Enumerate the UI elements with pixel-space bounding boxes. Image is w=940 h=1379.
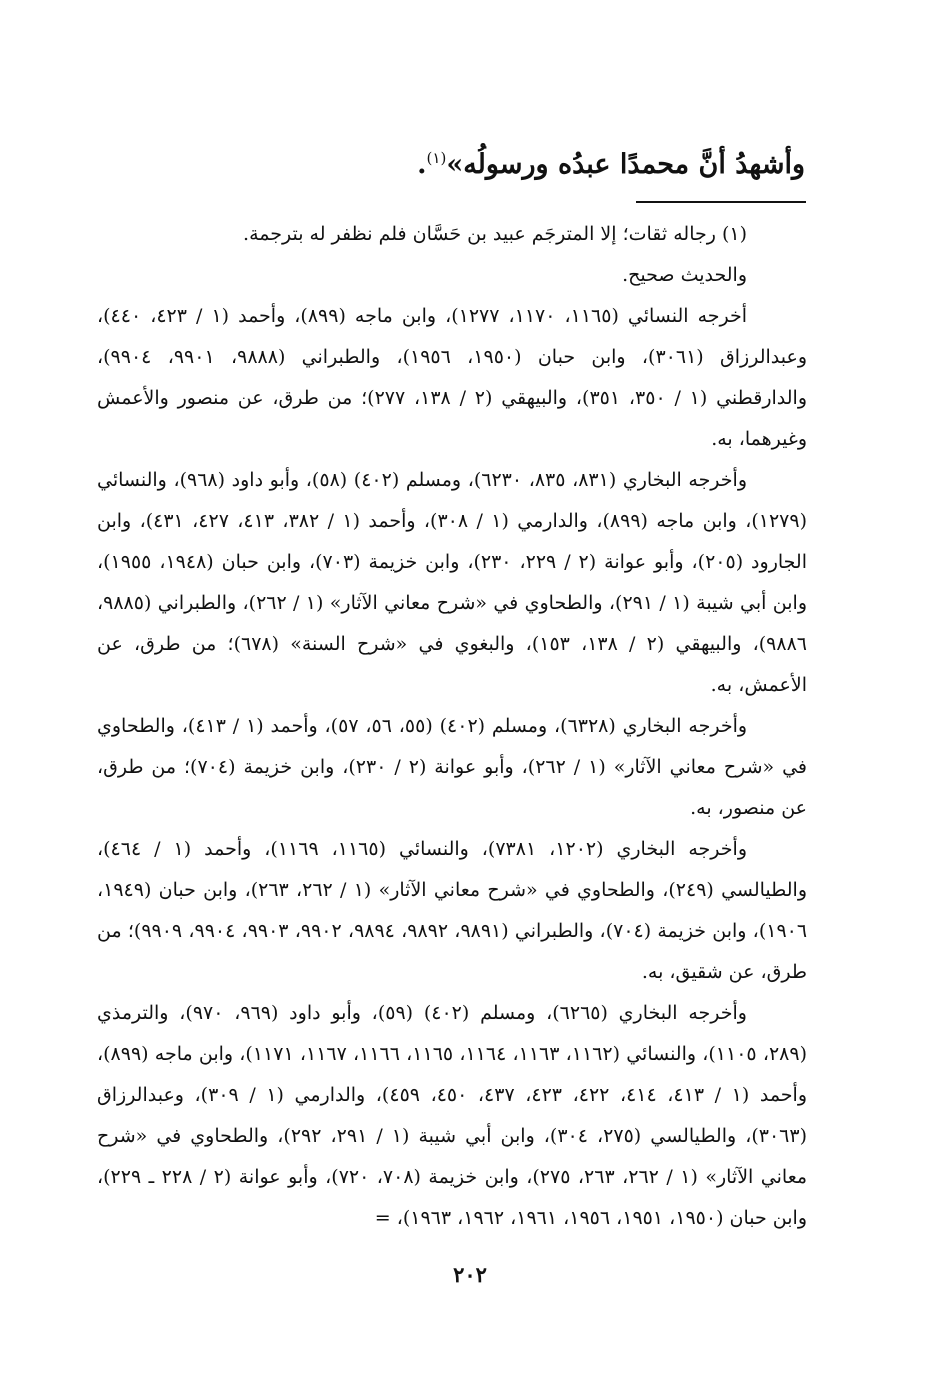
main-text: وأشهدُ أنَّ محمدًا عبدُه ورسولُه»: [446, 149, 805, 180]
footnotes-block: [97, 214, 807, 1239]
main-text-end: .: [417, 149, 427, 180]
footnote-paragraph: وأخرجه البخاري (٨٣١، ٨٣٥، ٦٢٣٠)، ومسلم (٤٠٢) (٥٨)، وأبو داود (٩٦٨)، والنسائي (١٢٧٩)، وابن ماجه (٨٩٩)، والدارمي (١ / ٣٠٨)، وأحمد (١ / ٣٨٢، ٤١٣، ٤٢٧، ٤٣١)، وابن الجارود (٢٠٥)، وأبو عوانة (٢ / ٢٢٩، ٢٣٠)، وابن خزيمة (٧٠٣)، وابن حبان (١٩٤٨، ١٩٥٥)، وابن أبي شيبة (١ / ٢٩١)، والطحاوي في «شرح معاني الآثار» (١ / ٢٦٢)، والطبراني (٩٨٨٥، ٩٨٨٦)، والبيهقي (٢ / ١٣٨، ١٥٣)، والبغوي في «شرح السنة» (٦٧٨)؛ من طرق، عن الأعمش، به.: [97, 469, 808, 696]
footnote-paragraph: (١) رجاله ثقات؛ إلا المترجَم عبيد بن حَسَّان فلم نظفر له بترجمة.: [243, 223, 747, 245]
footnote-reference: (١): [426, 149, 447, 167]
footnote-paragraph: والحديث صحيح.: [622, 264, 747, 286]
footnote-paragraph: وأخرجه البخاري (٦٣٢٨)، ومسلم (٤٠٢) (٥٥، ٥٦، ٥٧)، وأحمد (١ / ٤١٣)، والطحاوي في «شرح معاني الآثار» (١ / ٢٦٢)، وأبو عوانة (٢ / ٢٣٠)، وابن خزيمة (٧٠٤)؛ من طرق، عن منصور، به.: [97, 715, 807, 819]
footnote-paragraph: وأخرجه البخاري (٦٢٦٥)، ومسلم (٤٠٢) (٥٩)، وأبو داود (٩٦٩، ٩٧٠)، والترمذي (٢٨٩، ١١٠٥)، والنسائي (١١٦٢، ١١٦٣، ١١٦٤، ١١٦٥، ١١٦٦، ١١٦٧، ١١٧١)، وابن ماجه (٨٩٩)، وأحمد (١ / ٤١٣، ٤١٤، ٤٢٢، ٤٢٣، ٤٣٧، ٤٥٠، ٤٥٩)، والدارمي (١ / ٣٠٩)، وعبدالرزاق (٣٠٦٣)، والطيالسي (٢٧٥، ٣٠٤)، وابن أبي شيبة (١ / ٢٩١، ٢٩٢)، والطحاوي في «شرح معاني الآثار» (١ / ٢٦٢، ٢٦٣، ٢٧٥)، وابن خزيمة (٧٠٨، ٧٢٠)، وأبو عوانة (٢ / ٢٢٨ ـ ٢٢٩)، وابن حبان (١٩٥٠، ١٩٥١، ١٩٥٦، ١٩٦١، ١٩٦٢، ١٩٦٣)، =: [97, 1002, 808, 1229]
footnote-paragraph: أخرجه النسائي (١١٦٥، ١١٧٠، ١٢٧٧)، وابن ماجه (٨٩٩)، وأحمد (١ / ٤٢٣، ٤٤٠)، وعبدالرزاق (٣٠٦١)، وابن حبان (١٩٥٠، ١٩٥٦)، والطبراني (٩٨٨٨، ٩٩٠١، ٩٩٠٤)، والدارقطني (١ / ٣٥٠، ٣٥١)، والبيهقي (٢ / ١٣٨، ٢٧٧)؛ من طرق، عن منصور والأعمش وغيرهما، به.: [97, 305, 807, 450]
footnote-paragraph: وأخرجه البخاري (١٢٠٢، ٧٣٨١)، والنسائي (١١٦٥، ١١٦٩)، وأحمد (١ / ٤٦٤)، والطيالسي (٢٤٩)، والطحاوي في «شرح معاني الآثار» (١ / ٢٦٢، ٢٦٣)، وابن حبان (١٩٤٩، ١٩٠٦)، وابن خزيمة (٧٠٤)، والطبراني (٩٨٩١، ٩٨٩٢، ٩٨٩٤، ٩٩٠٢، ٩٩٠٣، ٩٩٠٤، ٩٩٠٩)؛ من طرق، عن شقيق، به.: [97, 838, 808, 983]
main-text-line: [105, 136, 805, 187]
footnote-separator: [636, 201, 806, 203]
page-number: ٢٠٢: [453, 1262, 487, 1287]
